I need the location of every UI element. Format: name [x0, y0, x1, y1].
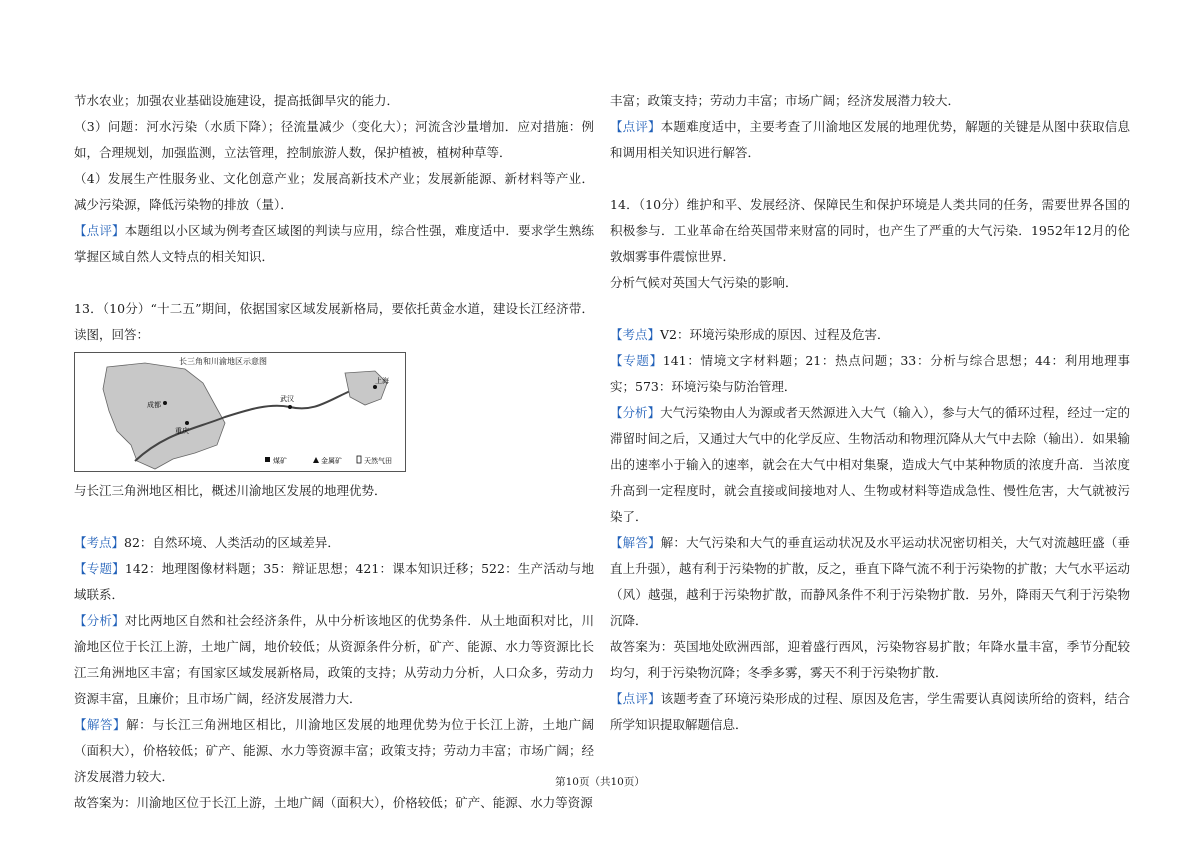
jieda-14 [610, 530, 1130, 634]
tag-label: 【点评】 [74, 223, 125, 238]
tag-label: 【点评】 [610, 691, 661, 706]
question-14: 14．（10分）维护和平、发展经济、保障民生和保护环境是人类共同的任务，需要世界各国的积极参与．工业革命在给英国带来财富的同时，也产生了严重的大气污染．1952年12月的伦敦烟雾事件震惊世界． [610, 197, 1130, 264]
legend-label: 金属矿 [321, 457, 342, 465]
review-text: 该题考查了环境污染形成的过程、原因及危害，学生需要认真阅读所给的资料，结合所学知识提取解题信息． [610, 691, 1130, 732]
city-label: 成都 [147, 401, 161, 409]
review-12 [74, 218, 594, 270]
review-text: 本题难度适中，主要考查了川渝地区发展的地理优势，解题的关键是从图中获取信息和调用相关知识进行解答． [610, 119, 1130, 160]
fenxi-13 [74, 608, 594, 712]
tag-label: 【点评】 [610, 119, 661, 134]
tag-label: 【专题】 [74, 561, 125, 576]
paragraph: （3）问题：河水污染（水质下降）；径流量减少（变化大）；河流含沙量增加．应对措施：例如，合理规划，加强监测，立法管理，控制旅游人数，保护植被，植树种草等． [74, 119, 594, 160]
tag-label: 【考点】 [610, 327, 661, 342]
fenxi-text: 对比两地区自然和社会经济条件，从中分析该地区的优势条件．从土地面积对比，川渝地区位于长江上游，土地广阔，地价较低；从资源条件分析，矿产、能源、水力等资源比长江三角洲地区丰富；有国家区域发展新格局，政策的支持；从劳动力分析，人口众多，劳动力资源丰富，且廉价；且市场广阔，经济发展潜力大． [74, 613, 594, 706]
zhuanti-text: 141：情境文字材料题；21：热点问题；33：分析与综合思想；44：利用地理事实；573：环境污染与防治管理． [610, 353, 1130, 394]
tag-label: 【分析】 [74, 613, 125, 628]
answer-13: 故答案为：川渝地区位于长江上游，土地广阔（面积大），价格较低；矿产、能源、水力等资源 [74, 795, 593, 810]
question-13-ask: 与长江三角洲地区相比，概述川渝地区发展的地理优势． [74, 483, 387, 498]
review-text: 本题组以小区域为例考查区域图的判读与应用，综合性强，难度适中．要求学生熟练掌握区域自然人文特点的相关知识． [74, 223, 594, 264]
tag-label: 【专题】 [610, 353, 663, 368]
jieda-text: 解：大气污染和大气的垂直运动状况及水平运动状况密切相关，大气对流越旺盛（垂直上升强），越有利于污染物的扩散，反之，垂直下降气流不利于污染物的扩散；大气水平运动（风）越强，越利于污染物扩散，而静风条件不利于污染物扩散．另外，降雨天气利于污染物沉降． [610, 535, 1130, 628]
city-label: 武汉 [280, 395, 294, 403]
legend-label: 煤矿 [273, 457, 287, 465]
question-13: 13．（10分）“十二五”期间，依据国家区域发展新格局，要依托黄金水道，建设长江经济带．读图，回答： [74, 301, 594, 342]
paragraph: （4）发展生产性服务业、文化创意产业；发展高新技术产业；发展新能源、新材料等产业．减少污染源，降低污染物的排放（量）． [74, 171, 594, 212]
kaodian-text: 82：自然环境、人类活动的区域差异． [124, 535, 340, 550]
map-title: 长三角和川渝地区示意图 [179, 357, 267, 366]
kaodian-13 [74, 530, 594, 556]
tag-label: 【分析】 [610, 405, 661, 420]
page-footer: 第10页（共10页） [555, 776, 645, 788]
zhuanti-13 [74, 556, 594, 608]
city-label: 上海 [375, 377, 389, 385]
tag-label: 【解答】 [610, 535, 661, 550]
question-14-ask: 分析气候对英国大气污染的影响． [610, 275, 798, 290]
city-label: 重庆 [175, 427, 189, 435]
fenxi-text: 大气污染物由人为源或者天然源进入大气（输入），参与大气的循环过程，经过一定的滞留时间之后，又通过大气中的化学反应、生物活动和物理沉降从大气中去除（输出）．如果输出的速率小于输入的速率，就会在大气中相对集聚，造成大气中某种物质的浓度升高．当浓度升高到一定程度时，就会直接或间接地对人、生物或材料等造成急性、慢性危害，大气就被污染了． [610, 405, 1130, 524]
answer-13-cont: 丰富；政策支持；劳动力丰富；市场广阔；经济发展潜力较大． [610, 93, 961, 108]
answer-14: 故答案为：英国地处欧洲西部，迎着盛行西风，污染物容易扩散；年降水量丰富，季节分配较均匀，利于污染物沉降；冬季多雾，雾天不利于污染物扩散． [610, 639, 1130, 680]
jieda-text: 解：与长江三角洲地区相比，川渝地区发展的地理优势为位于长江上游，土地广阔（面积大），价格较低；矿产、能源、水力等资源丰富；政策支持；劳动力丰富；市场广阔；经济发展潜力较大． [74, 717, 594, 784]
zhuanti-14 [610, 348, 1130, 400]
tag-label: 【考点】 [74, 535, 125, 550]
zhuanti-text: 142：地理图像材料题；35：辩证思想；421：课本知识迁移；522：生产活动与地域联系． [74, 561, 594, 602]
kaodian-14 [610, 322, 1130, 348]
tag-label: 【解答】 [74, 717, 127, 732]
review-13 [610, 114, 1130, 166]
region-map [74, 352, 406, 472]
legend-label: 天然气田 [364, 457, 392, 465]
review-14 [610, 686, 1130, 738]
right-column [610, 88, 1130, 738]
fenxi-14 [610, 400, 1130, 530]
kaodian-text: V2：环境污染形成的原因、过程及危害． [660, 327, 890, 342]
left-column [74, 88, 594, 816]
paragraph: 节水农业；加强农业基础设施建设，提高抵御旱灾的能力． [74, 93, 400, 108]
